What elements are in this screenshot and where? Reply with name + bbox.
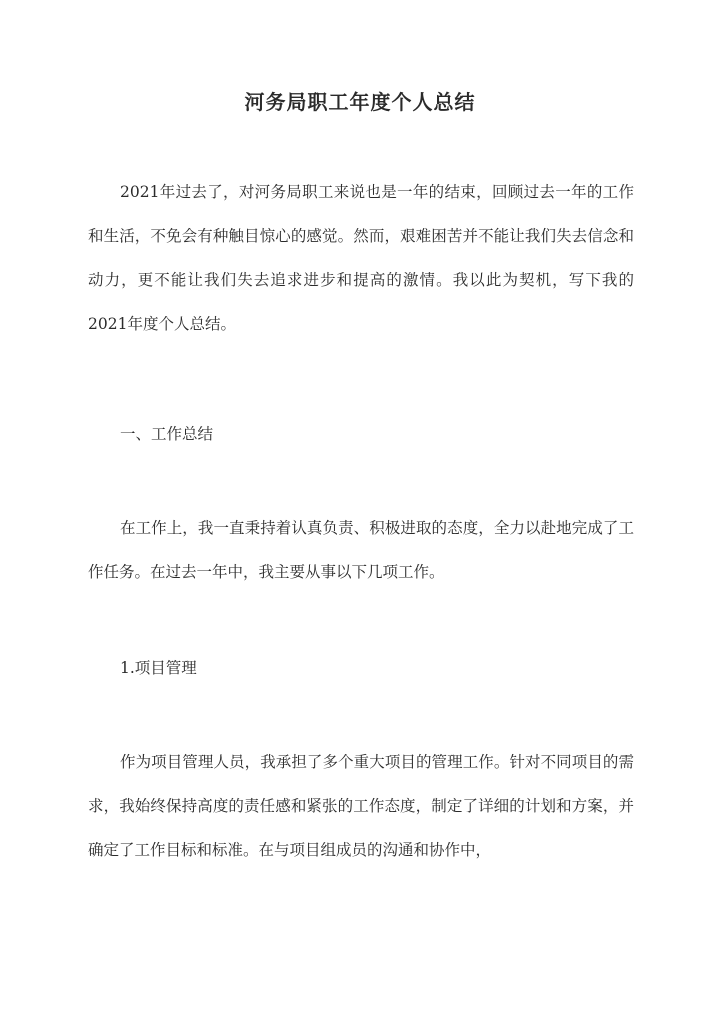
subsection-heading-project-management: 1.项目管理 — [120, 659, 197, 677]
section-heading-work-summary: 一、工作总结 — [120, 425, 214, 443]
intro-paragraph: 2021年过去了，对河务局职工来说也是一年的结束，回顾过去一年的工作和生活，不免会有种触目惊心的感觉。然而，艰难困苦并不能让我们失去信念和动力，更不能让我们失去追求进步和提高的激情。我以此为契机，写下我的2021年度个人总结。 — [88, 183, 634, 333]
document-title: 河务局职工年度个人总结 — [244, 90, 476, 114]
work-summary-paragraph: 在工作上，我一直秉持着认真负责、积极进取的态度，全力以赴地完成了工作任务。在过去一年中，我主要从事以下几项工作。 — [88, 519, 634, 581]
project-management-paragraph: 作为项目管理人员，我承担了多个重大项目的管理工作。针对不同项目的需求，我始终保持高度的责任感和紧张的工作态度，制定了详细的计划和方案，并确定了工作目标和标准。在与项目组成员的沟通和协作中， — [88, 753, 634, 859]
